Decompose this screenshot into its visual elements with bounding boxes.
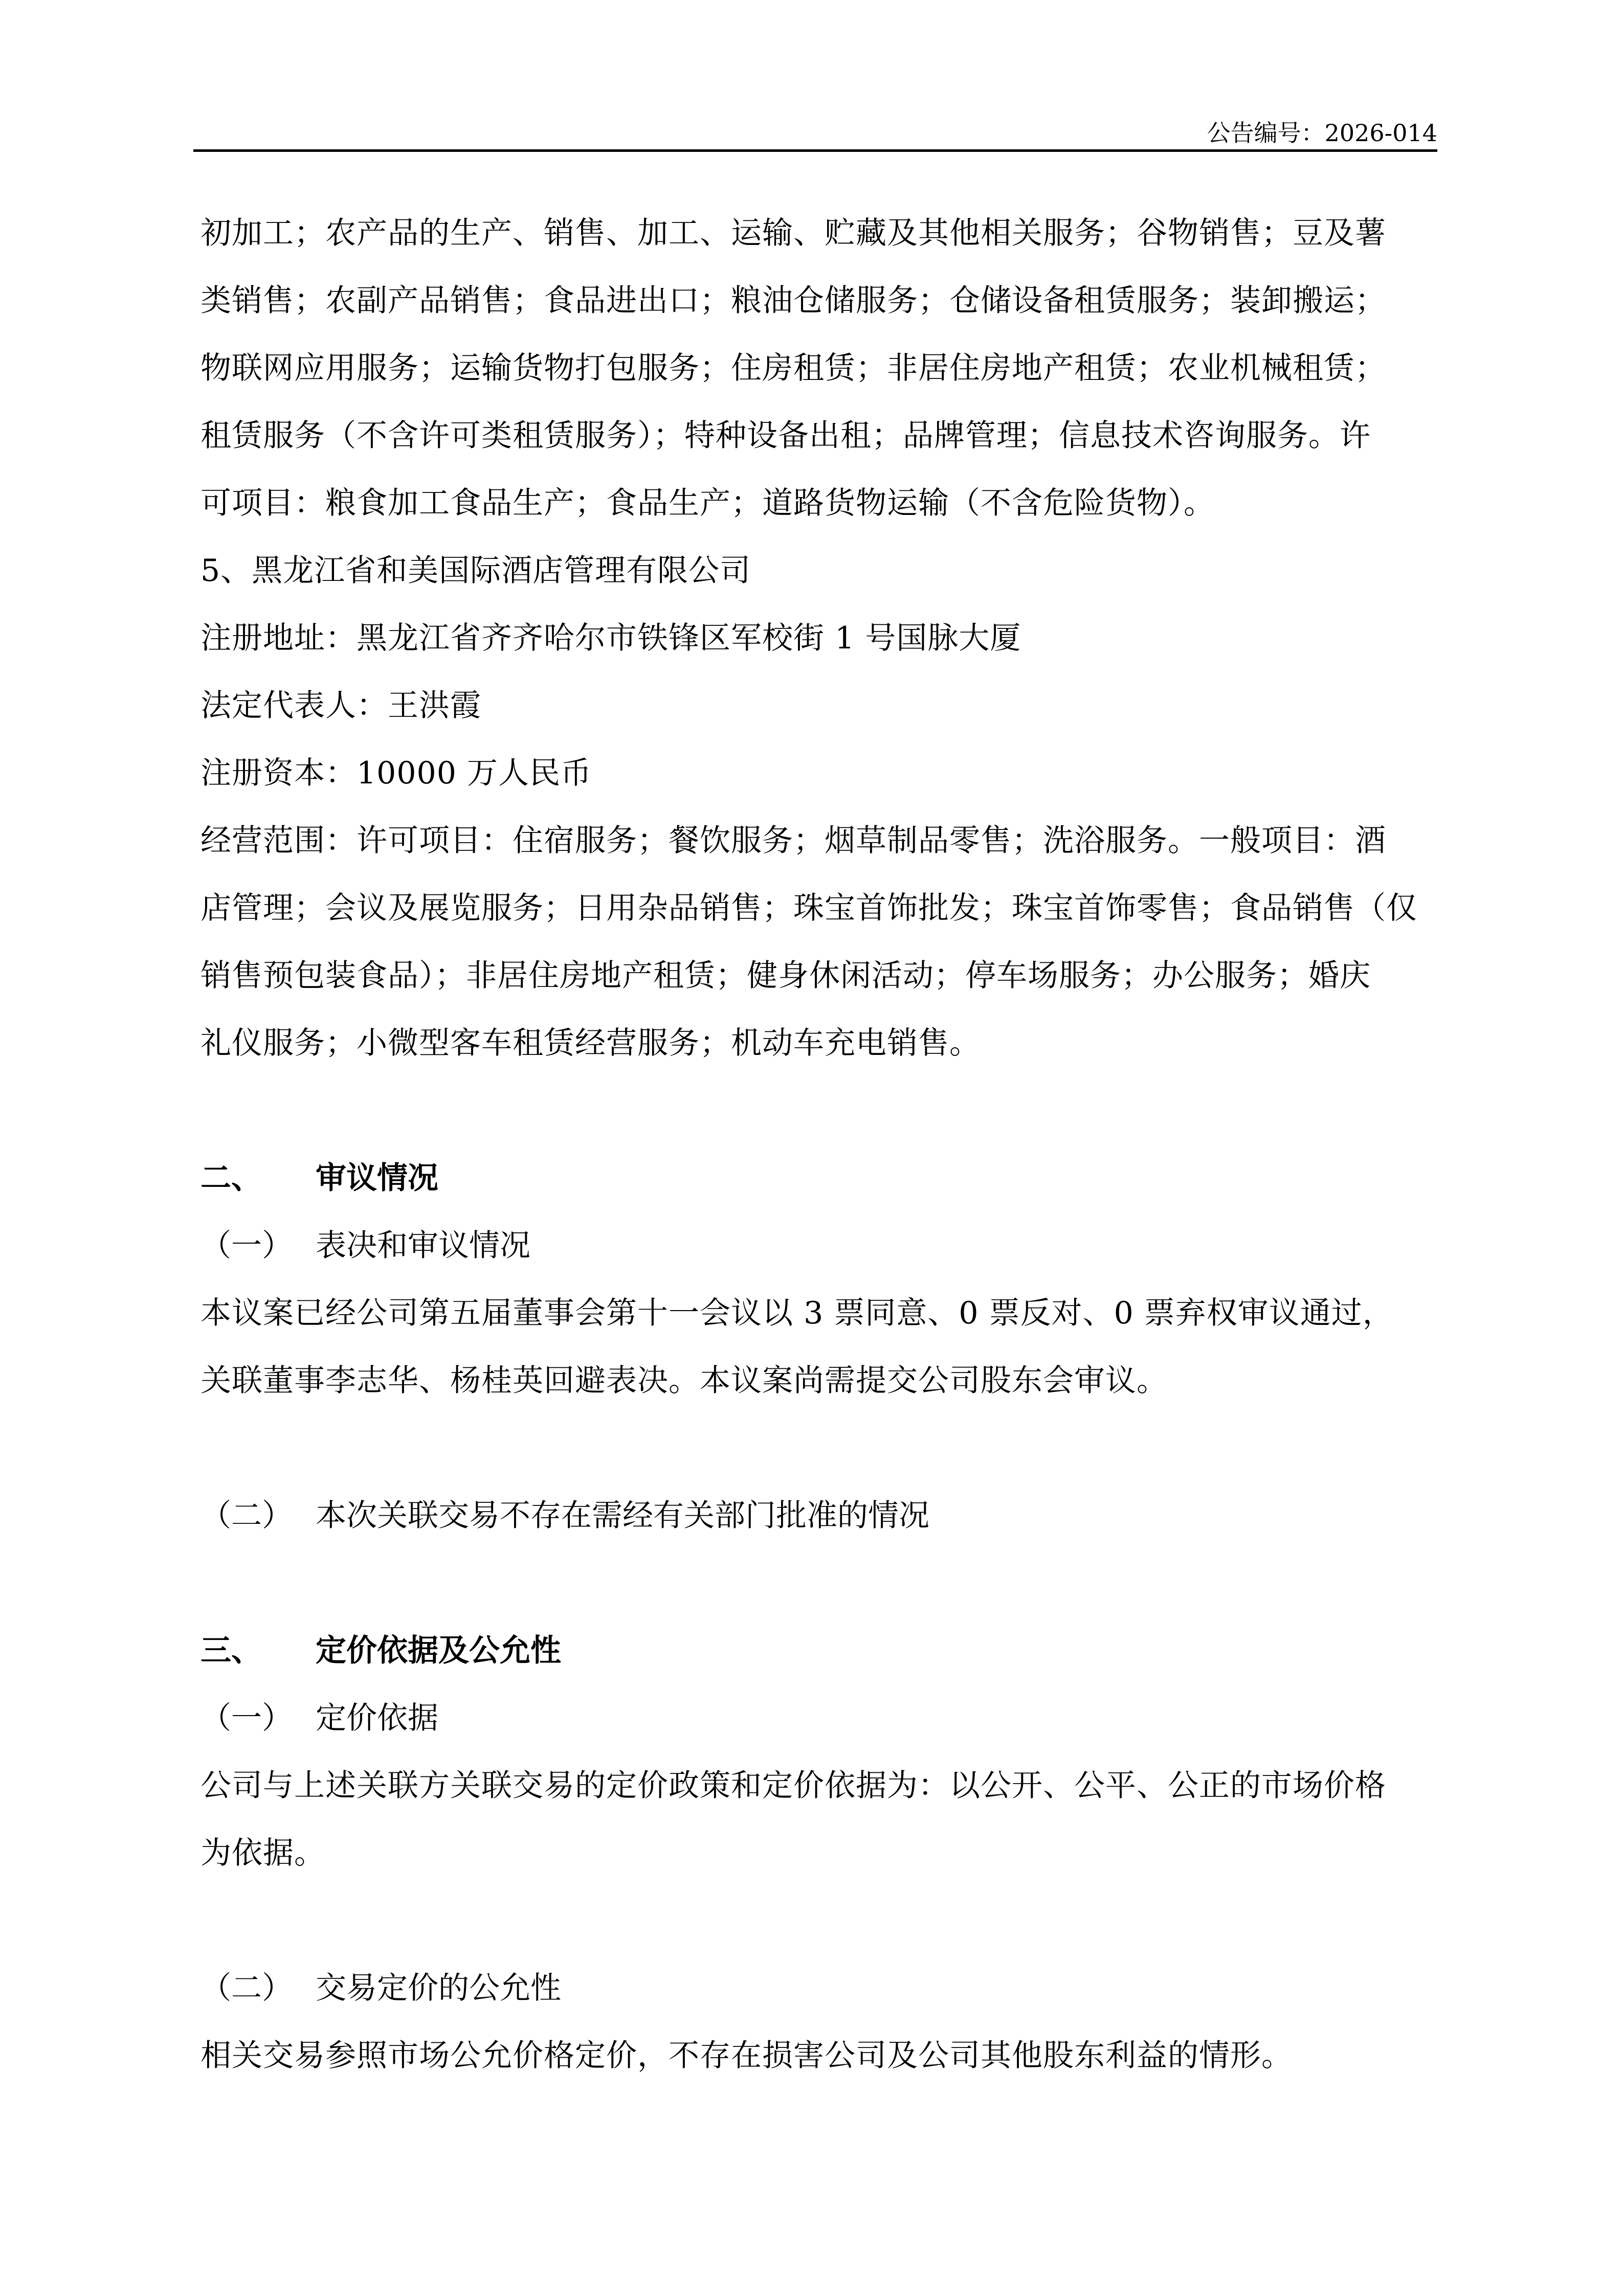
document-body [201,199,1444,2089]
announcement-number: 公告编号：2026-014 [1207,119,1437,147]
subsection-heading [201,1482,1444,1549]
paragraph-line: 相关交易参照市场公允价格定价，不存在损害公司及公司其他股东利益的情形。 [201,2038,1293,2074]
spacer [201,1887,1444,1954]
company-address: 注册地址：黑龙江省齐齐哈尔市铁锋区军校街 1 号国脉大厦 [201,620,1021,656]
spacer [201,1414,1444,1482]
section-heading-2 [201,1144,1444,1212]
company-legal-rep: 法定代表人：王洪霞 [201,688,481,724]
subsection-heading [201,1954,1444,2022]
company-scope-line: 经营范围：许可项目：住宿服务；餐饮服务；烟草制品零售；洗浴服务。一般项目：酒 [201,823,1386,859]
subsection-number: （一） [201,1700,293,1736]
section-title: 定价依据及公允性 [316,1633,561,1669]
subsection-title: 本次关联交易不存在需经有关部门批准的情况 [316,1498,929,1534]
subsection-number: （二） [201,1498,293,1534]
company-scope-line: 礼仪服务；小微型客车租赁经营服务；机动车充电销售。 [201,1025,981,1061]
section-title: 审议情况 [316,1160,438,1196]
subsection-title: 表决和审议情况 [316,1228,530,1264]
page-header [193,119,1437,152]
paragraph-line: 可项目：粮食加工食品生产；食品生产；道路货物运输（不含危险货物）。 [201,485,1215,521]
company-name: 5、黑龙江省和美国际酒店管理有限公司 [201,553,751,589]
section-heading-3 [201,1617,1444,1684]
section-number: 二、 [201,1160,262,1196]
paragraph-line: 公司与上述关联方关联交易的定价政策和定价依据为：以公开、公平、公正的市场价格 [201,1768,1386,1804]
paragraph-line: 租赁服务（不含许可类租赁服务）；特种设备出租；品牌管理；信息技术咨询服务。许 [201,418,1371,454]
company-scope-line: 销售预包装食品）；非居住房地产租赁；健身休闲活动；停车场服务；办公服务；婚庆 [201,958,1371,994]
paragraph-line: 物联网应用服务；运输货物打包服务；住房租赁；非居住房地产租赁；农业机械租赁； [201,350,1386,386]
subsection-title: 交易定价的公允性 [316,1970,561,2006]
subsection-heading [201,1684,1444,1752]
spacer [201,1549,1444,1617]
company-scope-line: 店管理；会议及展览服务；日用杂品销售；珠宝首饰批发；珠宝首饰零售；食品销售（仅 [201,890,1417,926]
subsection-title: 定价依据 [316,1700,438,1736]
company-capital: 注册资本：10000 万人民币 [201,755,592,791]
subsection-number: （一） [201,1228,293,1264]
paragraph-line: 本议案已经公司第五届董事会第十一会议以 3 票同意、0 票反对、0 票弃权审议通过， [201,1295,1394,1331]
paragraph-line: 为依据。 [201,1835,325,1871]
subsection-number: （二） [201,1970,293,2006]
subsection-heading [201,1212,1444,1279]
spacer [201,1077,1444,1144]
paragraph-line: 关联董事李志华、杨桂英回避表决。本议案尚需提交公司股东会审议。 [201,1363,1168,1399]
paragraph-line: 类销售；农副产品销售；食品进出口；粮油仓储服务；仓储设备租赁服务；装卸搬运； [201,283,1386,319]
section-number: 三、 [201,1633,262,1669]
paragraph-line: 初加工；农产品的生产、销售、加工、运输、贮藏及其他相关服务；谷物销售；豆及薯 [201,215,1386,251]
